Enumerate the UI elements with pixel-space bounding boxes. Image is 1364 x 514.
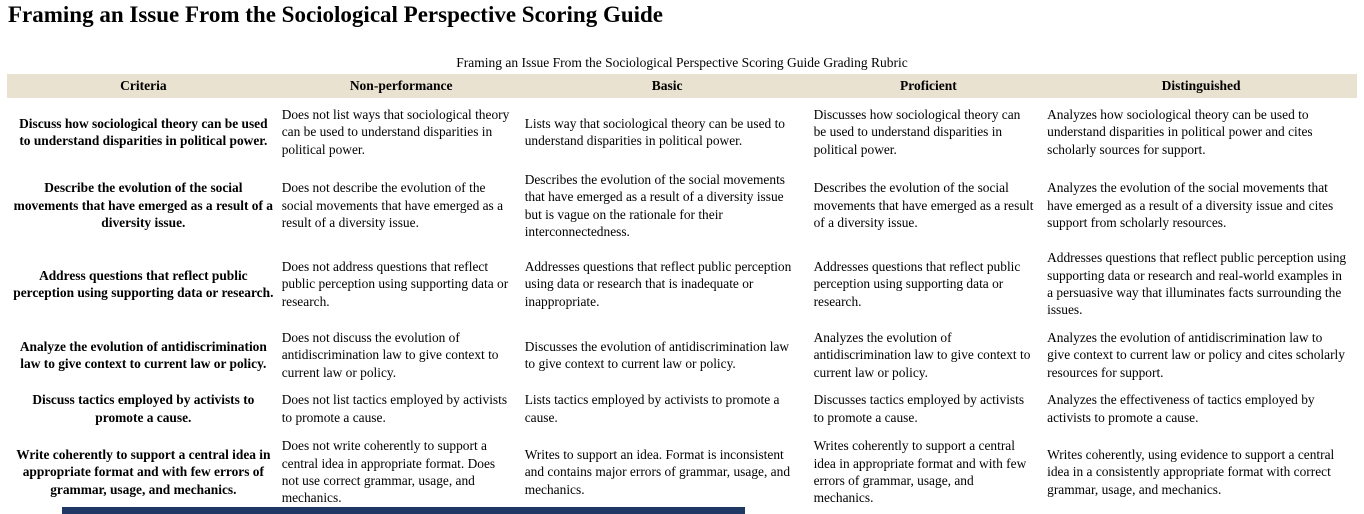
column-header-basic: Basic (523, 74, 812, 98)
table-row (7, 98, 1357, 166)
page-title: Framing an Issue From the Sociological Perspective Scoring Guide (8, 2, 664, 27)
proficient-cell: Addresses questions that reflect public perception using supporting data or research. (813, 258, 1021, 309)
rubric-table (7, 74, 1357, 514)
table-row (7, 245, 1357, 323)
criteria-cell: Describe the evolution of the social movements that have emerged as a result of a diversity issue. (13, 180, 274, 231)
table-row (7, 323, 1357, 387)
basic-cell: Lists way that sociological theory can be used to understand disparities in political power. (524, 115, 785, 148)
non-performance-cell: Does not write coherently to support a central idea in appropriate format. Does not use correct grammar, usage, and mechanics. (281, 438, 496, 506)
proficient-cell: Discusses how sociological theory can be used to understand disparities in political power. (813, 106, 1021, 157)
basic-cell: Describes the evolution of the social movements that have emerged as a result of a diversity issue but is vague on the rationale for their interconnectedness. (524, 171, 785, 239)
basic-cell: Discusses the evolution of antidiscrimination law to give context to current law or policy. (524, 338, 790, 371)
distinguished-cell: Analyzes the evolution of antidiscrimination law to give context to current law or policy and cites scholarly resources for support. (1047, 329, 1345, 380)
partial-bottom-bar (62, 507, 745, 514)
rubric-table-header (7, 74, 1357, 98)
non-performance-cell: Does not list ways that sociological theory can be used to understand disparities in political power. (281, 106, 510, 157)
distinguished-cell: Analyzes the evolution of the social movements that have emerged as a result of a diversity issue and cites support from scholarly resources. (1047, 180, 1334, 231)
basic-cell: Lists tactics employed by activists to promote a cause. (524, 392, 780, 425)
rubric-table-caption: Framing an Issue From the Sociological Perspective Scoring Guide Grading Rubric (456, 55, 908, 70)
non-performance-cell: Does not list tactics employed by activists to promote a cause. (281, 392, 508, 425)
header-row (7, 74, 1357, 98)
criteria-cell: Address questions that reflect public perception using supporting data or research. (13, 267, 274, 300)
non-performance-cell: Does not address questions that reflect public perception using supporting data or research. (281, 258, 509, 309)
table-row (7, 430, 1357, 514)
column-header-distinguished: Distinguished (1045, 74, 1357, 98)
proficient-cell: Writes coherently to support a central idea in appropriate format and with few errors of grammar, usage, and mechanics. (813, 438, 1027, 506)
column-header-proficient: Proficient (812, 74, 1046, 98)
column-header-criteria: Criteria (7, 74, 280, 98)
basic-cell: Writes to support an idea. Format is inconsistent and contains major errors of grammar, usage, and mechanics. (524, 446, 791, 497)
proficient-cell: Describes the evolution of the social movements that have emerged as a result of a diversity issue. (813, 180, 1034, 231)
column-header-non-performance: Non-performance (280, 74, 523, 98)
criteria-cell: Analyze the evolution of antidiscrimination law to give context to current law or policy. (19, 338, 267, 371)
table-row (7, 166, 1357, 245)
distinguished-cell: Analyzes the effectiveness of tactics employed by activists to promote a cause. (1047, 392, 1315, 425)
distinguished-cell: Analyzes how sociological theory can be used to understand disparities in political power and cites scholarly sources for support. (1047, 106, 1313, 157)
distinguished-cell: Writes coherently, using evidence to support a central idea in a consistently appropriate format with correct grammar, usage, and mechanics. (1047, 446, 1335, 497)
distinguished-cell: Addresses questions that reflect public perception using supporting data or research and real-world examples in a persuasive way that illuminates facts surrounding the issues. (1047, 250, 1347, 318)
basic-cell: Addresses questions that reflect public perception using data or research that is inadequate or inappropriate. (524, 258, 792, 309)
criteria-cell: Discuss how sociological theory can be used to understand disparities in political power. (19, 115, 268, 148)
table-row (7, 387, 1357, 430)
rubric-table-body (7, 98, 1357, 514)
criteria-cell: Discuss tactics employed by activists to promote a cause. (32, 392, 255, 425)
criteria-cell: Write coherently to support a central idea in appropriate format and with few errors of grammar, usage, and mechanics. (16, 446, 271, 497)
non-performance-cell: Does not describe the evolution of the social movements that have emerged as a result of a diversity issue. (281, 180, 504, 231)
proficient-cell: Discusses tactics employed by activists to promote a cause. (813, 392, 1025, 425)
non-performance-cell: Does not discuss the evolution of antidiscrimination law to give context to current law or policy. (281, 329, 499, 380)
proficient-cell: Analyzes the evolution of antidiscrimination law to give context to current law or policy. (813, 329, 1031, 380)
